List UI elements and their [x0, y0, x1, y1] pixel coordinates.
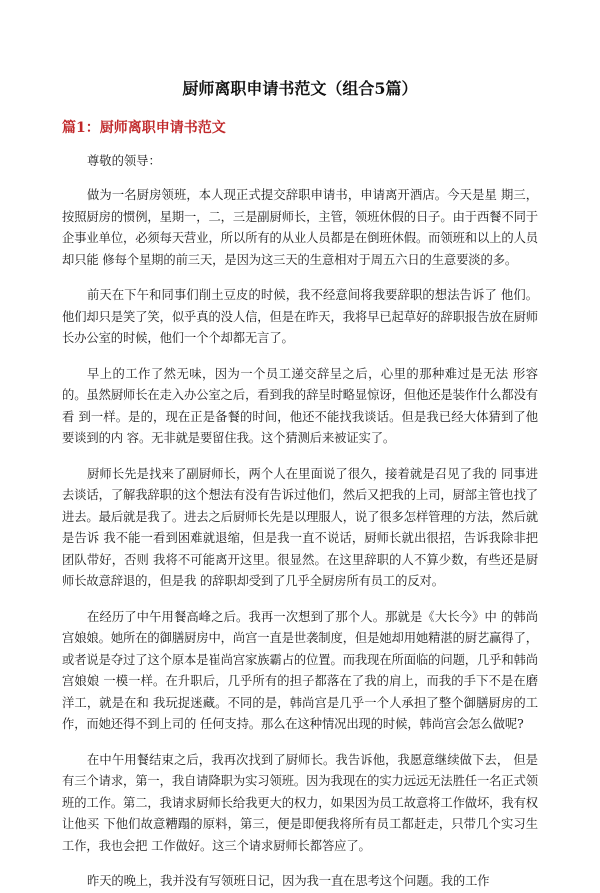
section-title: 篇1：厨师离职申请书范文 — [62, 120, 226, 136]
document-title: 厨师离职申请书范文（组合5篇） — [182, 79, 418, 98]
paragraph-5: 在经历了中午用餐高峰之后。我再一次想到了那个人。那就是《大长今》中 的韩尚宫娘娘。她所在的御膳厨房中，尚宫一直是世袭制度，但是她却用她精湛的厨艺赢得了， 或者说是夺过了这个原本是崔尚宫家族霸占的位置。而我现在所面临的问题，几乎和韩尚宫娘娘 一模一样。在升职后，几乎所有的担子都落在了我的肩上，而我的手下不是在磨洋工，就是在和 我玩捉迷藏。不同的是，韩尚宫是几乎一个人承担了整个御膳厨房的工作，而她还得不到上司的 任何支持。那么在这种情况出现的时候，韩尚宫会怎么做呢? — [62, 609, 538, 731]
salutation: 尊敬的领导： — [87, 154, 161, 168]
paragraph-3: 早上的工作了然无味，因为一个员工递交辞呈之后，心里的那种难过是无法 形容的。虽然厨师长在走入办公室之后，看到我的辞呈时略显惊讶，但他还是装作什么都没有看 到一样。是的，现在正是备餐的时间，他还不能找我谈话。但是我已经大体猜到了他要谈到的内 容。无非就是要留住我。这个猜测后来被证实了。 — [62, 366, 538, 445]
paragraph-6: 在中午用餐结束之后，我再次找到了厨师长。我告诉他，我愿意继续做下去， 但是有三个请求，第一，我自请降职为实习领班。因为我现在的实力远远无法胜任一名正式领 班的工作。第二，我请求厨师长给我更大的权力，如果因为员工故意将工作做坏，我有权让他买 下他们故意糟蹋的原料，第三，便是即便我将所有员工都赶走，只带几个实习生工作，我也会把 工作做好。这三个请求厨师长都答应了。 — [62, 752, 538, 853]
paragraph-7: 昨天的晚上，我并没有写领班日记，因为我一直在思考这个问题。我的工作 — [87, 874, 490, 888]
paragraph-4: 厨师长先是找来了副厨师长，两个人在里面说了很久，接着就是召见了我的 同事进去谈话，了解我辞职的这个想法有没有告诉过他们，然后又把我的上司，厨部主管也找了 进去。最后就是我了。进去之后厨师长先是以理服人，说了很多怎样管理的方法，然后就是告诉 我不能一看到困难就退缩，但是我一直不说话，厨师长就出很招，告诉我除非把团队带好，否则 我将不可能离开这里。很显然。在这里辞职的人不算少数，有些还是厨师长故意辞退的，但是我 的辞职却受到了几乎全厨房所有员工的反对。 — [62, 466, 538, 588]
paragraph-2: 前天在下午和同事们削土豆皮的时候，我不经意间将我要辞职的想法告诉了 他们。他们却只是笑了笑，似乎真的没人信，但是在昨天，我将早已起草好的辞职报告放在厨师 长办公室的时候，他们一个个却都无言了。 — [62, 288, 538, 345]
paragraph-1: 做为一名厨房领班，本人现正式提交辞职申请书，申请离开酒店。今天是星 期三，按照厨房的惯例，星期一，二，三是副厨师长，主管，领班休假的日子。由于西餐不同于 企事业单位，必须每天营业，所以所有的从业人员都是在倒班休假。而领班和以上的人员却只能 修每个星期的前三天，是因为这三天的生意相对于周五六日的生意要淡的多。 — [62, 188, 538, 267]
